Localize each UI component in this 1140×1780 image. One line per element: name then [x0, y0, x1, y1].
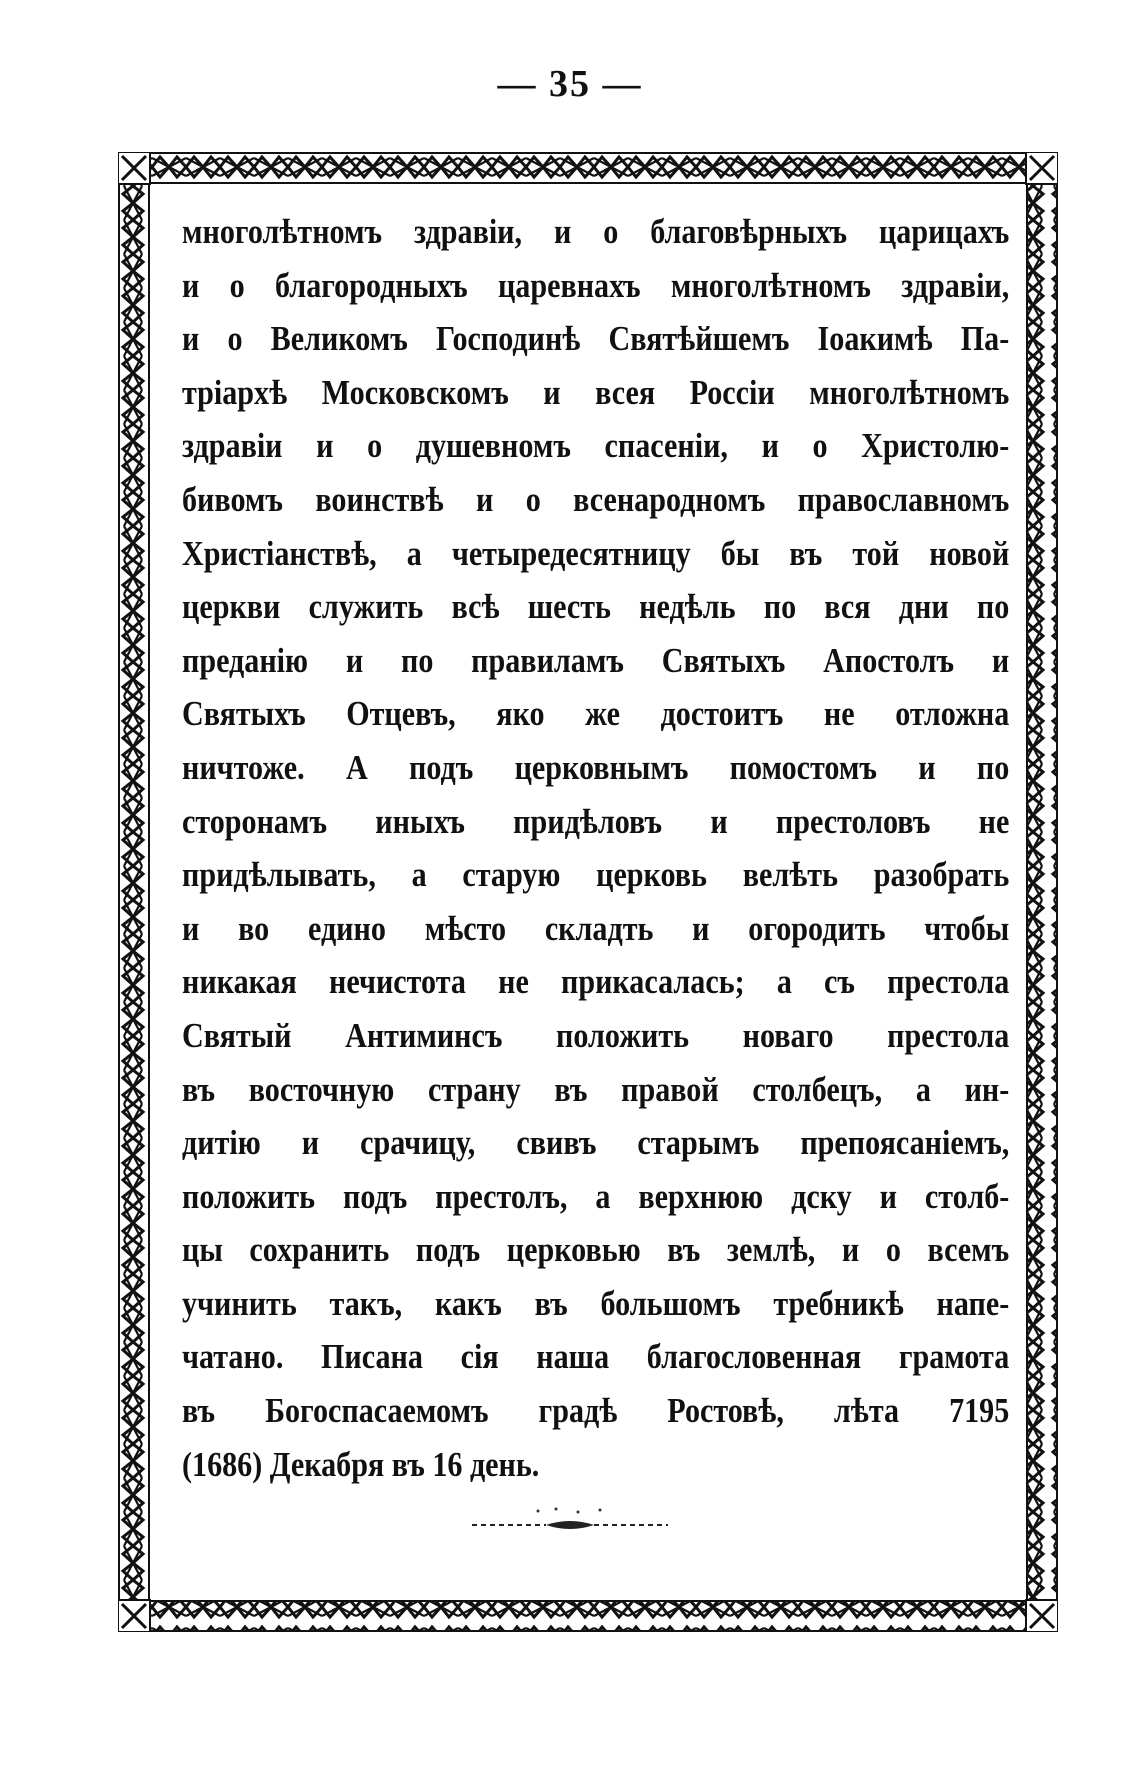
word: градѣ [538, 1391, 618, 1431]
text-line [182, 848, 1009, 902]
word: многолѣтномъ [809, 372, 1010, 412]
word: велѣть [742, 855, 838, 895]
word: Великомъ [270, 319, 408, 359]
word: 7195 [949, 1391, 1010, 1431]
word: восточную [248, 1069, 395, 1109]
word: новаго [742, 1015, 834, 1055]
word: Святый [182, 1015, 292, 1055]
text-line [182, 527, 1009, 581]
word: и [475, 479, 494, 519]
word: требникѣ [773, 1283, 904, 1323]
word: чтобы [924, 908, 1010, 948]
word: верхнюю [638, 1176, 764, 1216]
text-line [182, 1384, 1009, 1438]
word: и [692, 908, 710, 948]
word: дни [898, 587, 949, 627]
word: а [406, 533, 422, 573]
text-line [182, 1063, 1009, 1117]
word: о [812, 426, 828, 466]
text-line [182, 902, 1009, 956]
end-ornament [460, 1505, 680, 1535]
word: о [603, 212, 619, 251]
word: въ [182, 1069, 216, 1109]
word: яко [496, 694, 545, 734]
word: страну [427, 1069, 521, 1109]
word: Па- [960, 319, 1010, 359]
word: не [823, 694, 855, 734]
word: старую [462, 855, 561, 895]
text-line [182, 419, 1009, 473]
text-line [182, 1223, 1009, 1277]
word: Писана [321, 1337, 423, 1377]
word: препоясаніемъ, [800, 1123, 1010, 1163]
word: царевнахъ [497, 265, 641, 305]
word: Ростовѣ, [667, 1391, 784, 1431]
word: Іоакимѣ [817, 319, 933, 359]
text-line [182, 1277, 1009, 1331]
border-top [118, 152, 1058, 184]
word: сторонамъ [182, 801, 328, 841]
word: по [976, 587, 1010, 627]
text-line [182, 634, 1009, 688]
word: многолѣтномъ [670, 265, 871, 305]
word: Святыхъ [661, 640, 786, 680]
word: а [915, 1069, 931, 1109]
word: лѣта [833, 1391, 900, 1431]
word: землѣ, [726, 1230, 816, 1270]
word: всемъ [927, 1230, 1010, 1270]
word: благовѣрныхъ [650, 212, 848, 251]
word: во [238, 908, 270, 948]
text-line [182, 1330, 1009, 1384]
word: и [710, 801, 728, 841]
border-right [1026, 184, 1058, 1600]
word: новой [929, 533, 1010, 573]
word: какъ [434, 1283, 502, 1323]
word: чатано. [182, 1337, 284, 1377]
word: о [885, 1230, 901, 1270]
word: ничтоже. [182, 747, 305, 787]
word: дитію [182, 1123, 261, 1163]
word: Святѣйшемъ [608, 319, 790, 359]
word: шесть [527, 587, 611, 627]
word: и [543, 372, 561, 412]
word: бивомъ [182, 479, 283, 519]
word: едино [307, 908, 386, 948]
word: не [498, 962, 529, 1002]
text-line [182, 205, 1009, 259]
word: и [879, 1176, 897, 1216]
word: Христолю- [861, 426, 1010, 466]
word: придѣлывать, [182, 855, 376, 895]
word: разобрать [873, 855, 1010, 895]
word: всея [595, 372, 656, 412]
word: спасеніи, [604, 426, 728, 466]
word: по [763, 587, 797, 627]
word: придѣловъ [513, 801, 663, 841]
text-line [182, 1009, 1009, 1063]
word: не [978, 801, 1010, 841]
word: подъ [408, 747, 474, 787]
word: вся [824, 587, 871, 627]
word: дску [791, 1176, 852, 1216]
word: большомъ [600, 1283, 741, 1323]
word: о [227, 319, 243, 359]
word: Христіанствѣ, [182, 533, 377, 573]
word: многолѣтномъ [182, 212, 383, 251]
word: и [182, 265, 200, 305]
text-line [182, 473, 1009, 527]
word: о [525, 479, 541, 519]
word: Россіи [689, 372, 775, 412]
text-line [182, 366, 1009, 420]
word: срачицу, [360, 1123, 476, 1163]
word: церковь [596, 855, 707, 895]
text-line [182, 1116, 1009, 1170]
word: учинить [182, 1283, 297, 1323]
word: и [991, 640, 1010, 680]
word: помостомъ [729, 747, 877, 787]
word: А [345, 747, 368, 787]
page-number: — 35 — [497, 63, 643, 105]
word: столб- [924, 1176, 1010, 1216]
text-line [182, 741, 1009, 795]
word: свивъ [516, 1123, 597, 1163]
word: съ [824, 962, 855, 1002]
word: напе- [936, 1283, 1010, 1323]
word: церковнымъ [514, 747, 689, 787]
word: и [841, 1230, 860, 1270]
word: по [976, 747, 1010, 787]
word: и [345, 640, 364, 680]
word: благословенная [646, 1337, 862, 1377]
word: подъ [415, 1230, 481, 1270]
word: Господинѣ [435, 319, 581, 359]
word: мѣсто [424, 908, 507, 948]
word: душевномъ [415, 426, 571, 466]
word: недѣль [639, 587, 736, 627]
word: благородныхъ [275, 265, 468, 305]
word: престолъ, [435, 1176, 568, 1216]
text-line [182, 1170, 1009, 1224]
word: отложна [895, 694, 1010, 734]
border-left [118, 184, 150, 1600]
word: а [595, 1176, 611, 1216]
word: церковью [506, 1230, 641, 1270]
word: прикасалась; [560, 962, 745, 1002]
word: воинствѣ [315, 479, 444, 519]
word: здравіи, [413, 212, 523, 251]
word: той [852, 533, 900, 573]
word: царицахъ [878, 212, 1010, 251]
word: престола [887, 1015, 1010, 1055]
word: и [761, 426, 779, 466]
word: служить [308, 587, 424, 627]
text-line [182, 687, 1009, 741]
text-line-last: (1686) Декабря въ 16 день. [182, 1444, 540, 1484]
word: положить [556, 1015, 690, 1055]
word: въ [182, 1391, 216, 1431]
word: а [776, 962, 792, 1002]
text-line [182, 580, 1009, 634]
text-line [182, 955, 1009, 1009]
word: ин- [964, 1069, 1010, 1109]
text-line [182, 259, 1009, 313]
word: а [411, 855, 427, 895]
word: достоитъ [660, 694, 784, 734]
word: Святыхъ [182, 694, 306, 734]
word: положить [182, 1176, 316, 1216]
text-line [182, 312, 1009, 366]
word: Отцевъ, [346, 694, 456, 734]
word: иныхъ [375, 801, 465, 841]
word: бы [720, 533, 760, 573]
border-bottom [118, 1600, 1058, 1632]
word: правой [621, 1069, 719, 1109]
document-body [182, 205, 1010, 1491]
word: въ [554, 1069, 588, 1109]
word: столбецъ, [752, 1069, 883, 1109]
word: по [400, 640, 434, 680]
word: Московскомъ [321, 372, 509, 412]
word: и [316, 426, 334, 466]
word: тріархѣ [182, 372, 288, 412]
text-line [182, 795, 1009, 849]
word: православномъ [797, 479, 1010, 519]
word: и [182, 908, 200, 948]
word: нечистота [329, 962, 466, 1002]
word: сія [460, 1337, 499, 1377]
word: престоловъ [775, 801, 931, 841]
word: и [918, 747, 936, 787]
word: Богоспасаемомъ [265, 1391, 489, 1431]
word: здравіи, [901, 265, 1010, 305]
word: церкви [182, 587, 281, 627]
word: никакая [182, 962, 297, 1002]
word: здравіи [182, 426, 283, 466]
word: всенародномъ [573, 479, 766, 519]
word: всѣ [451, 587, 500, 627]
word: преданію [182, 640, 309, 680]
word: складть [544, 908, 654, 948]
word: огородить [748, 908, 886, 948]
word: правиламъ [471, 640, 624, 680]
word: въ [667, 1230, 701, 1270]
word: и [553, 212, 572, 251]
word: и [301, 1123, 320, 1163]
word: сохранить [249, 1230, 390, 1270]
word: Антиминсъ [345, 1015, 503, 1055]
word: старымъ [637, 1123, 760, 1163]
word: подъ [343, 1176, 408, 1216]
word: наша [536, 1337, 610, 1377]
word: въ [534, 1283, 568, 1323]
word: Апостолъ [823, 640, 955, 680]
word: такъ, [329, 1283, 403, 1323]
word: же [585, 694, 620, 734]
word: о [229, 265, 245, 305]
word: о [367, 426, 383, 466]
word: въ [789, 533, 823, 573]
word: четыредесятницу [451, 533, 691, 573]
word: грамота [898, 1337, 1010, 1377]
word: и [182, 319, 200, 359]
word: престола [887, 962, 1010, 1002]
word: цы [182, 1230, 223, 1270]
